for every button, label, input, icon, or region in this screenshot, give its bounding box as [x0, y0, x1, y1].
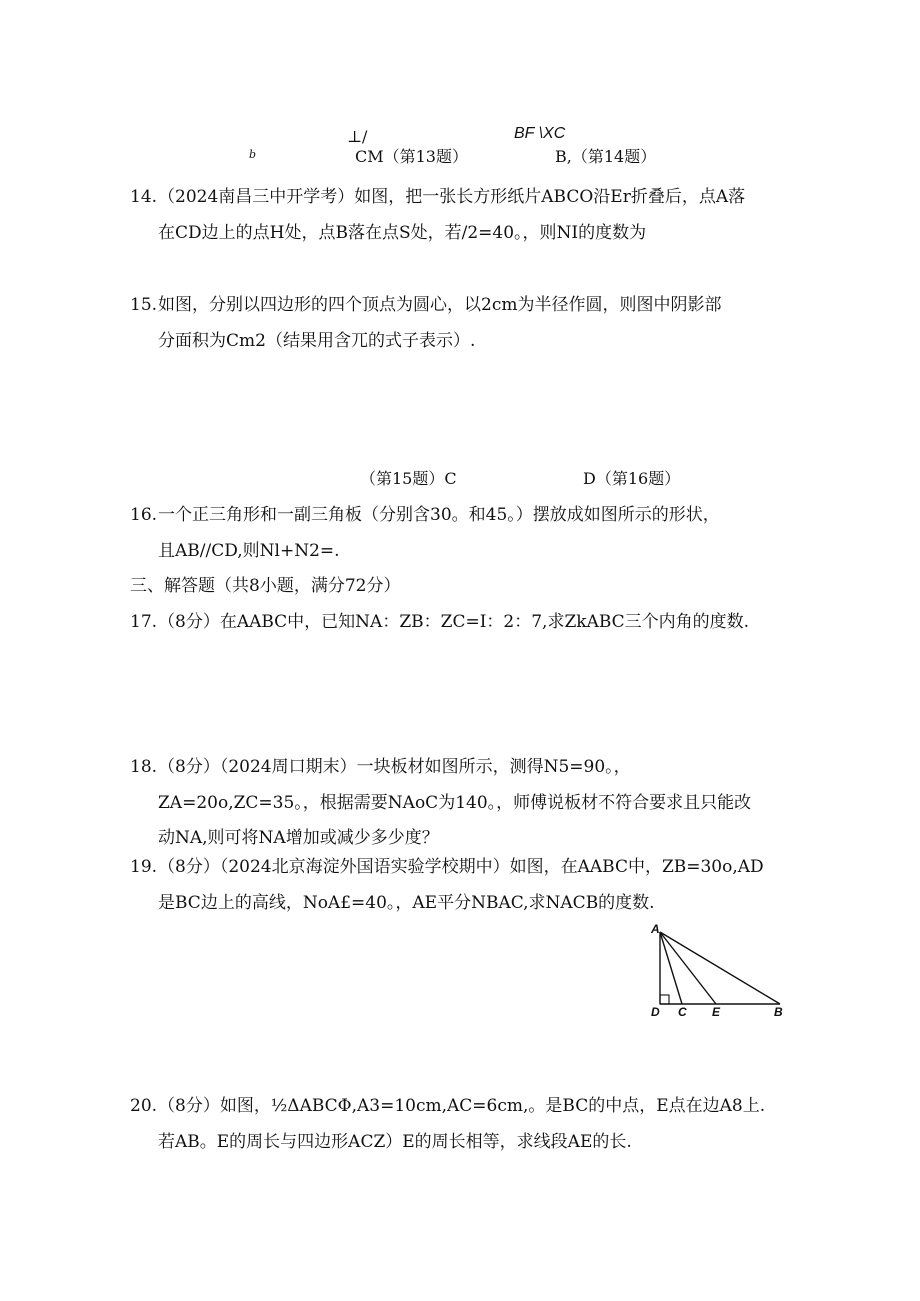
q15-number: 15.: [130, 295, 158, 315]
fig16-caption: D（第16题）: [583, 469, 681, 488]
point-A-label: A: [651, 922, 660, 936]
q14-line2: 在CD边上的点H处，点B落在点S处，若/2=40。，则NI的度数为: [158, 223, 647, 243]
q19-line2: 是BC边上的高线，NoA£=40。，AE平分NBAC,求NACB的度数.: [158, 893, 655, 913]
right-angle-mark: [660, 995, 669, 1004]
fig13-caption: CM（第13题）: [355, 147, 468, 166]
fig14-caption: B,（第14题）: [555, 147, 657, 166]
q14-line1: （2024南昌三中开学考）如图，把一张长方形纸片ABCO沿Er折叠后，点A落: [158, 187, 746, 207]
q19-line1: （8分）（2024北京海淀外国语实验学校期中）如图，在AABC中，ZB=30o,AD: [158, 857, 764, 877]
q16-line1: 一个正三角形和一副三角板（分别含30。和45。）摆放成如图所示的形状，: [158, 505, 720, 525]
fig13-label-b: b: [249, 148, 257, 161]
q16-line2: 且AB//CD,则Nl+N2=.: [158, 541, 340, 561]
segment-AE: [660, 932, 716, 1004]
point-E-label: E: [712, 1005, 721, 1019]
point-D-label: D: [651, 1005, 660, 1019]
q20-line2: 若AB。E的周长与四边形ACZ）E的周长相等，求线段AE的长.: [158, 1132, 632, 1152]
q18-line3: 动NA,则可将NA增加或减少多少度？: [158, 828, 439, 848]
q17-number: 17.: [130, 612, 158, 632]
fig15-caption: （第15题）C: [360, 469, 457, 488]
q19-number: 19.: [130, 857, 158, 877]
q18-line1: （8分）（2024周口期末）一块板材如图所示，测得N5=90。，: [158, 757, 631, 777]
q15-line1: 如图，分别以四边形的四个顶点为圆心，以2cm为半径作圆，则图中阴影部: [158, 295, 722, 315]
q20-number: 20.: [130, 1096, 158, 1116]
q20-line1: （8分）如图，½ΔABCΦ,A3=10cm,AC=6cm,。是BC的中点，E点在边A8上.: [158, 1096, 766, 1116]
point-C-label: C: [678, 1005, 687, 1019]
point-B-label: B: [774, 1005, 783, 1019]
q18-number: 18.: [130, 757, 158, 777]
q16-number: 16.: [130, 505, 158, 525]
q18-line2: ZA=20o,ZC=35。，根据需要NAoC为140。，师傅说板材不符合要求且只能改: [158, 793, 752, 813]
fig13-mark: ⊥/: [347, 127, 368, 146]
fig14-top-label: BF \XC: [514, 125, 566, 142]
q15-line2: 分面积为Cm2（结果用含兀的式子表示）.: [158, 331, 476, 351]
section3-heading: 三、解答题（共8小题，满分72分）: [130, 576, 401, 596]
q19-triangle-figure: [640, 920, 790, 1020]
q17-line1: （8分）在AABC中，已知NA：ZB：ZC=I：2：7,求ZkABC三个内角的度数.: [158, 612, 750, 632]
q14-number: 14.: [130, 187, 158, 207]
